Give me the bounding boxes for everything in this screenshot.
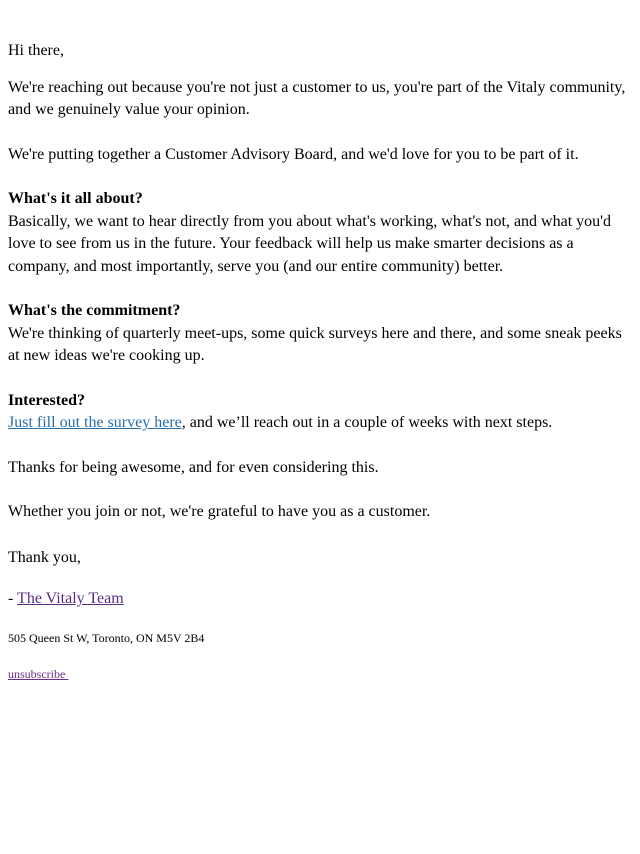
about-heading: What's it all about? [8, 190, 143, 207]
survey-line-rest: , and we’ll reach out in a couple of weeks with next steps. [181, 414, 553, 431]
intro-paragraph: We're reaching out because you're not just a customer to us, you're part of the Vitaly community, and we genuinely value your opinion. [8, 78, 626, 118]
commitment-section [8, 300, 632, 368]
about-section [8, 188, 632, 278]
signature-prefix: - [8, 590, 18, 607]
footer-address: 505 Queen St W, Toronto, ON M5V 2B4 [8, 630, 205, 645]
commitment-heading: What's the commitment? [8, 302, 181, 319]
grateful-paragraph: Whether you join or not, we're grateful to have you as a customer. [8, 503, 431, 520]
thanks-paragraph: Thanks for being awesome, and for even considering this. [8, 458, 379, 476]
unsubscribe-link[interactable]: unsubscribe [8, 666, 69, 681]
footer-unsubscribe-line [8, 666, 632, 682]
survey-link[interactable]: Just fill out the survey here [8, 414, 182, 431]
advisory-board-paragraph: We're putting together a Customer Advisory Board, and we'd love for you to be part of it. [8, 145, 579, 163]
signature-line [8, 588, 632, 611]
team-link[interactable]: The Vitaly Team [17, 590, 124, 607]
survey-line [8, 412, 632, 435]
about-body: Basically, we want to hear directly from you about what's working, what's not, and what you'd love to see from us in the future. Your feedback will help us make smarter decisions as a company, and most importantly, serve you (and our entire community) better. [8, 212, 612, 275]
interested-heading: Interested? [8, 391, 86, 409]
signoff: Thank you, [8, 548, 81, 566]
greeting: Hi there, [8, 42, 64, 59]
interested-section [8, 390, 632, 435]
commitment-body: We're thinking of quarterly meet-ups, some quick surveys here and there, and some sneak peeks at new ideas we're cooking up. [8, 324, 622, 364]
